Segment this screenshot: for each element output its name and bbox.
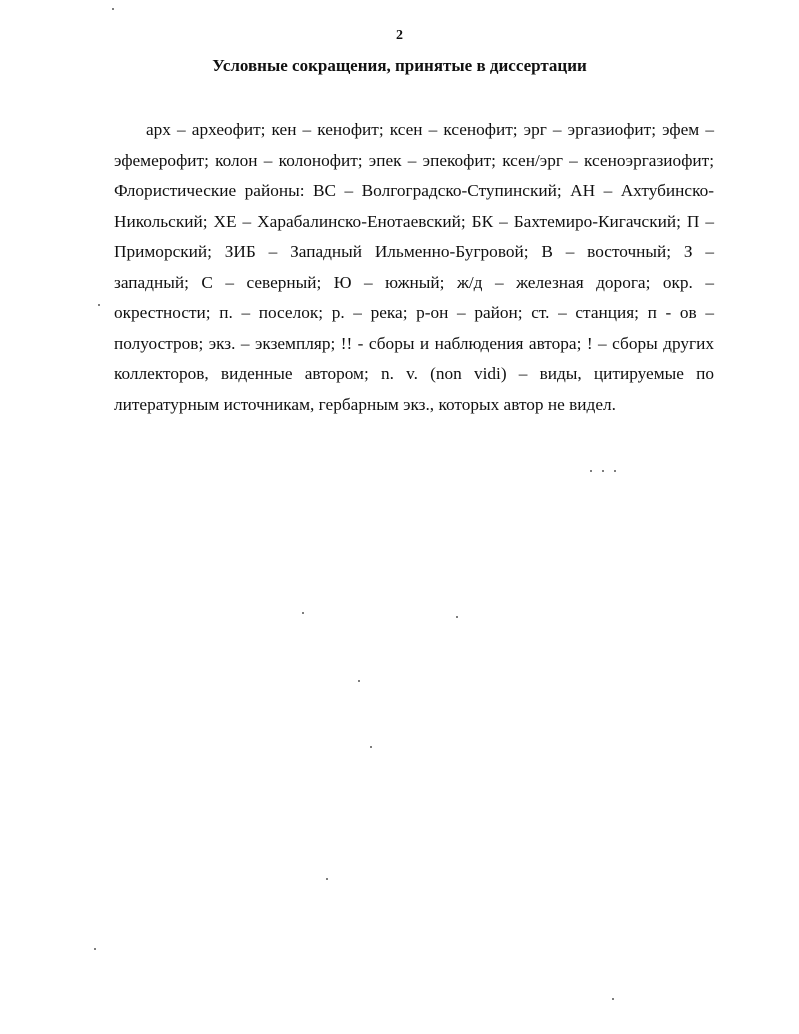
scan-speck bbox=[456, 616, 458, 618]
scan-speck bbox=[358, 680, 360, 682]
page-title: Условные сокращения, принятые в диссертации bbox=[212, 56, 587, 75]
scan-speck bbox=[326, 878, 328, 880]
scan-speck bbox=[94, 948, 96, 950]
scan-speck bbox=[302, 612, 304, 614]
scan-speck bbox=[612, 998, 614, 1000]
scan-speck bbox=[614, 470, 616, 472]
scan-speck bbox=[602, 470, 604, 472]
scan-speck bbox=[112, 8, 114, 10]
page-number: 2 bbox=[396, 28, 403, 43]
scan-speck bbox=[370, 746, 372, 748]
scan-speck bbox=[98, 304, 100, 306]
scan-speck bbox=[590, 470, 592, 472]
abbreviations-paragraph: арх – археофит; кен – кенофит; ксен – ксенофит; эрг – эргазиофит; эфем – эфемерофит; колон – колонофит; эпек – эпекофит; ксен/эрг – ксеноэргазиофит; Флористические районы: ВС – Волгоградско-Ступинский; АН – Ахтубинско-Никольский; ХЕ – Харабалинско-Енотаевский; БК – Бахтемиро-Кигачский; П – Приморский; ЗИБ – Западный Ильменно-Бугровой; В – восточный; З – западный; С – северный; Ю – южный; ж/д – железная дорога; окр. – окрестности; п. – поселок; р. – река; р-он – район; ст. – станция; п - ов – полуостров; экз. – экземпляр; !! - сборы и наблюдения автора; ! – сборы других коллекторов, виденные автором; n. v. (non vidi) – виды, цитируемые по литературным источникам, гербарным экз., которых автор не видел. bbox=[114, 120, 714, 414]
